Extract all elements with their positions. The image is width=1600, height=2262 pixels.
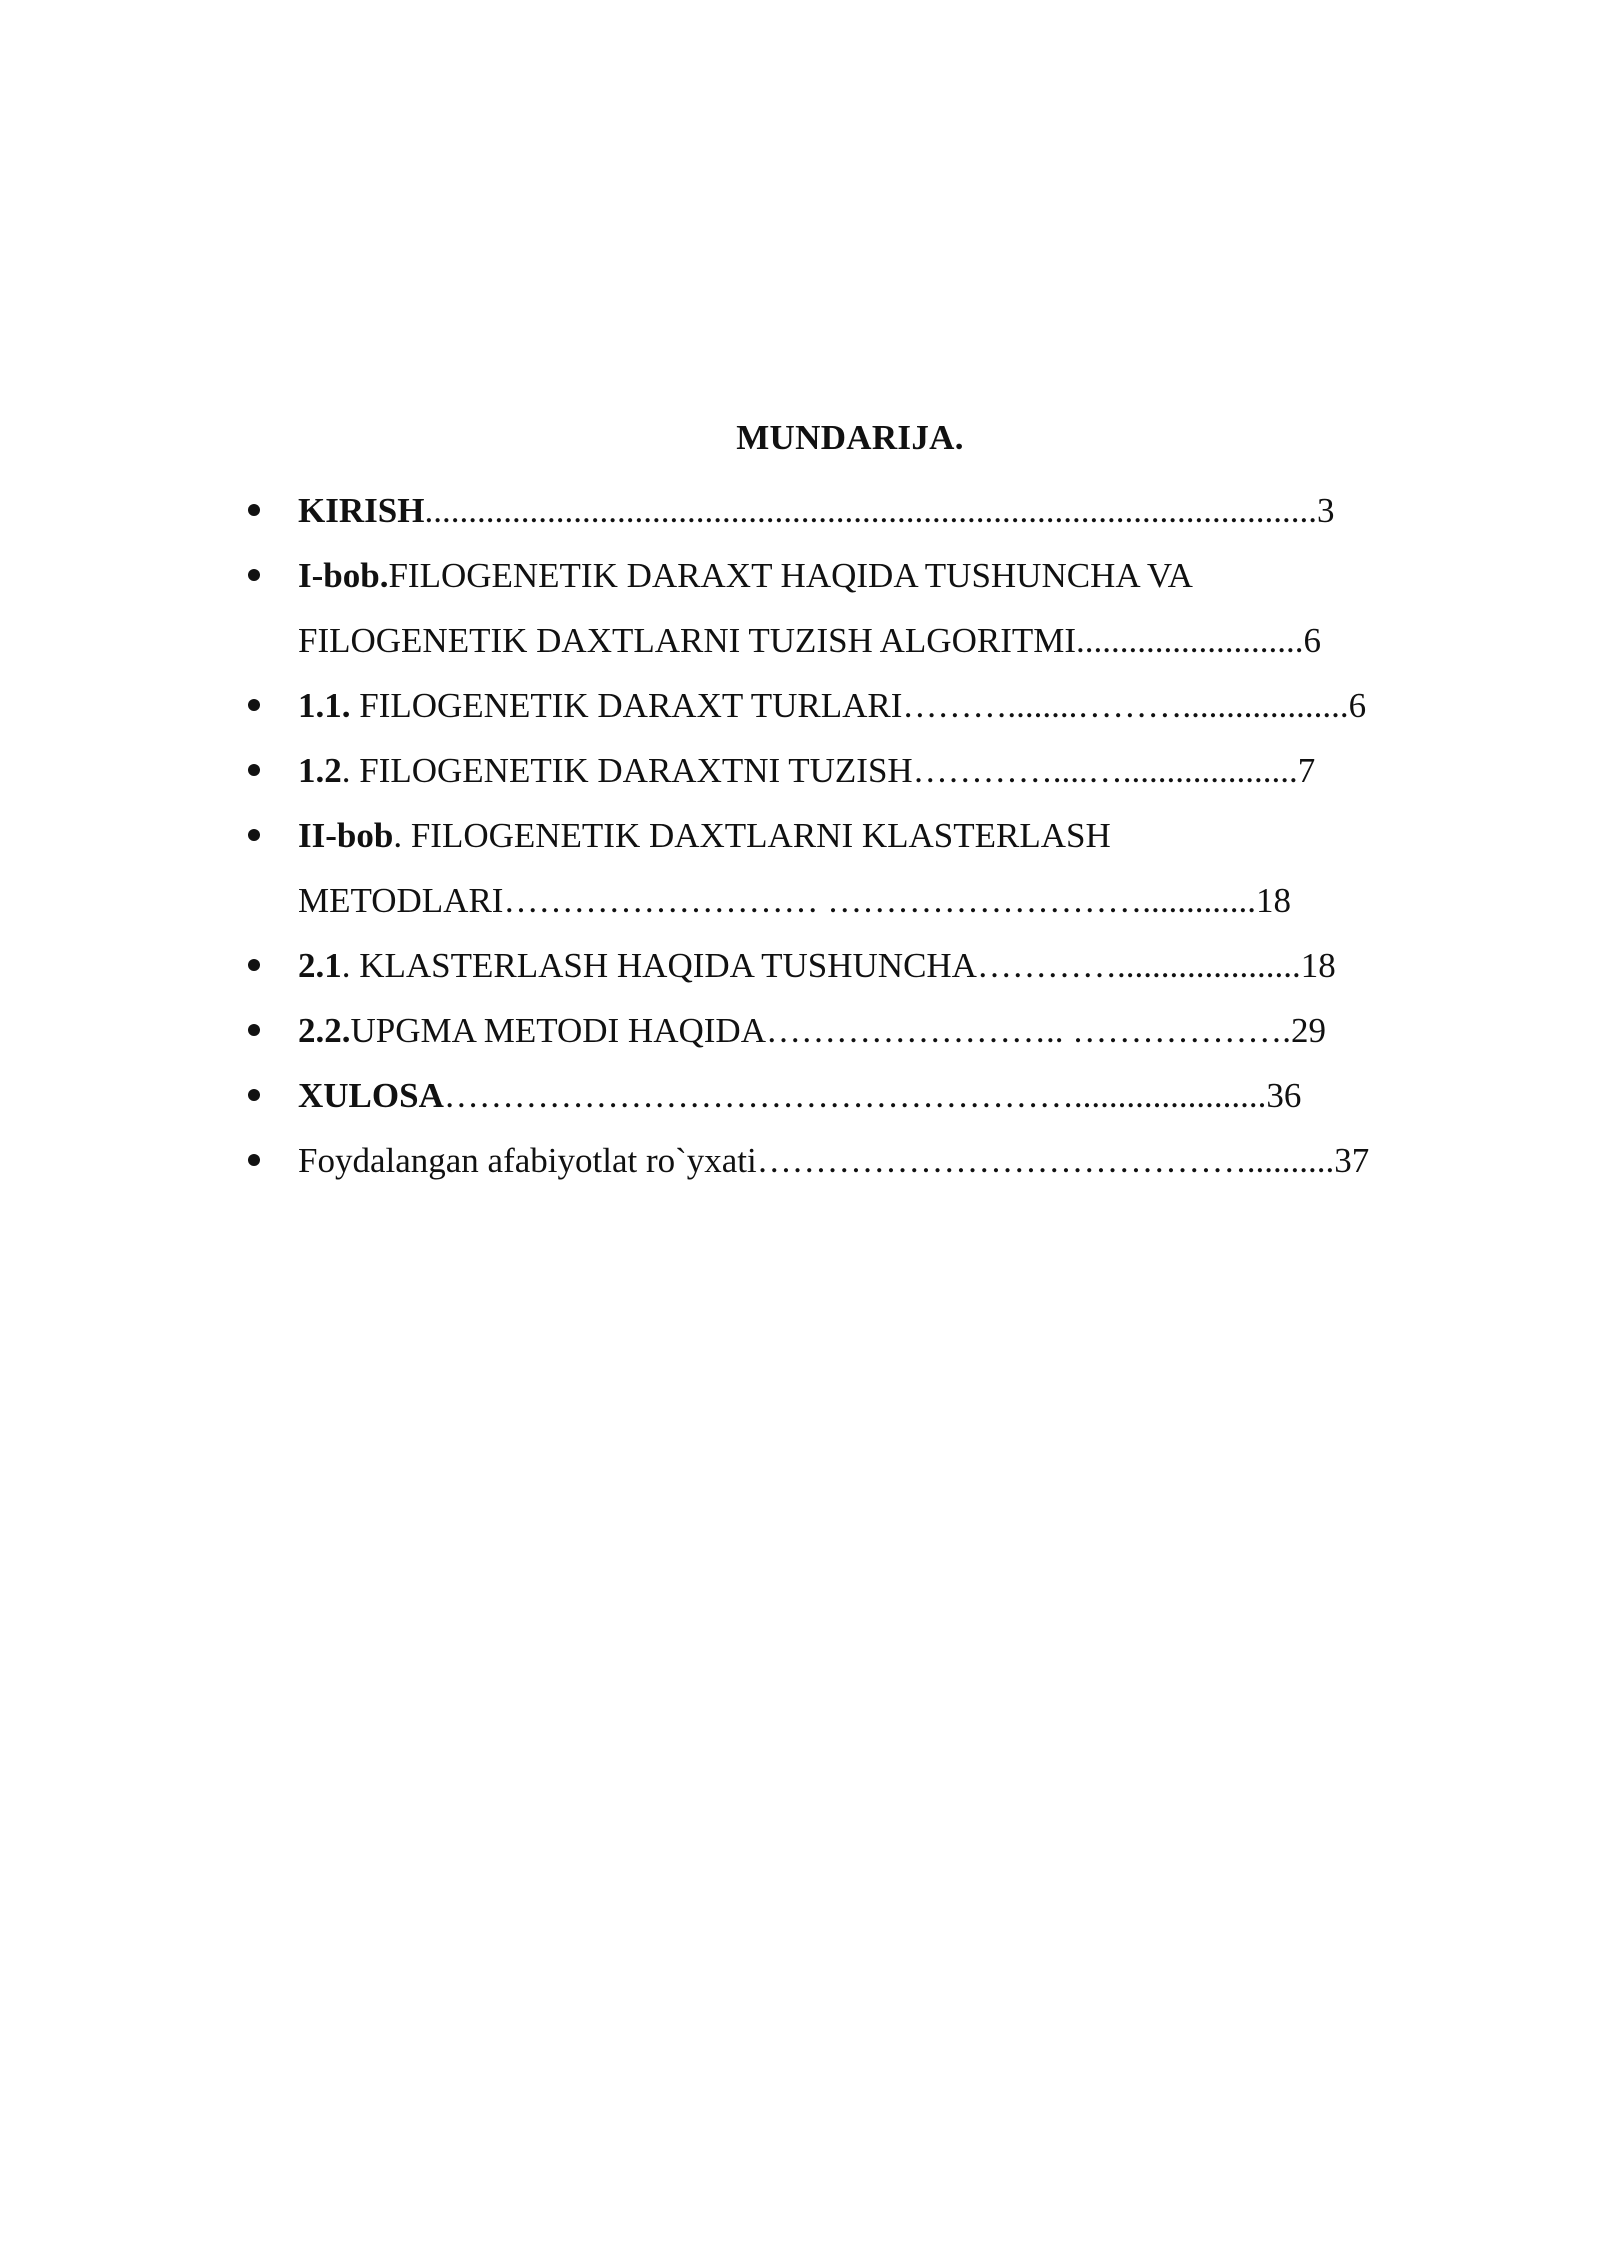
toc-entry-number: 2.1 — [298, 946, 342, 985]
toc-entry-number: 1.1. — [298, 686, 351, 725]
toc-entry-text — [298, 673, 1408, 738]
toc-entry-page: 37 — [1334, 1141, 1370, 1180]
toc-entry-leader: …………………………………….......... — [756, 1141, 1335, 1180]
toc-entry-page: 6 — [1348, 686, 1367, 725]
toc-entry-leader: ...................................................................................................... — [424, 491, 1317, 530]
toc-entry-page: 3 — [1316, 491, 1335, 530]
toc-entry-title: FILOGENETIK DAXTLARNI TUZISH ALGORITMI — [298, 621, 1077, 660]
toc-entry — [0, 933, 1600, 998]
toc-entry — [0, 478, 1600, 543]
bullet-icon — [248, 1024, 260, 1036]
bullet-icon — [248, 1089, 260, 1101]
toc-entry-number: I-bob. — [298, 556, 389, 595]
toc-entry-number: II-bob — [298, 816, 394, 855]
toc-entry-title: UPGMA METODI HAQIDA — [350, 1011, 766, 1050]
toc-entry-page: 6 — [1303, 621, 1322, 660]
toc-entry-text — [298, 1063, 1408, 1128]
toc-entry-title: . FILOGENETIK DAXTLARNI KLASTERLASH — [393, 816, 1111, 855]
toc-entry-title: METODLARI — [298, 881, 504, 920]
toc-entry-text — [298, 933, 1408, 998]
toc-entry-leader: …………………….. ………………. — [765, 1011, 1291, 1050]
toc-entry-leader: ……………………… ………………………............. — [503, 881, 1256, 920]
toc-entry — [0, 673, 1600, 738]
toc-entry-page: 18 — [1300, 946, 1336, 985]
toc-entry — [0, 1063, 1600, 1128]
toc-entry — [0, 998, 1600, 1063]
toc-entry-leader: ………………………………………………...................... — [443, 1076, 1267, 1115]
toc-entry-text — [298, 478, 1408, 543]
toc-entry — [0, 868, 1600, 933]
toc-entry-title: Foydalangan afabiyotlat ro`yxati — [298, 1141, 757, 1180]
toc-entry-page: 7 — [1297, 751, 1316, 790]
bullet-icon — [248, 569, 260, 581]
toc-entry — [0, 1128, 1600, 1193]
toc-entry-title: . FILOGENETIK DARAXTNI TUZISH — [341, 751, 913, 790]
bullet-icon — [248, 1154, 260, 1166]
toc-entry-number: 2.2. — [298, 1011, 351, 1050]
toc-entry-number: 1.2 — [298, 751, 342, 790]
toc-entry-text — [298, 738, 1408, 803]
toc-entry-title: FILOGENETIK DARAXT TURLARI — [350, 686, 903, 725]
toc-entry-text — [298, 803, 1408, 868]
toc-entry-leader: …………....….................... — [912, 751, 1298, 790]
toc-title: MUNDARIJA. — [736, 418, 964, 457]
toc-entry-title: . KLASTERLASH HAQIDA TUSHUNCHA — [341, 946, 977, 985]
bullet-icon — [248, 764, 260, 776]
toc-entry-number: XULOSA — [298, 1076, 444, 1115]
toc-entry-page: 36 — [1266, 1076, 1302, 1115]
bullet-icon — [248, 829, 260, 841]
table-of-contents — [0, 478, 1600, 1193]
toc-entry-number: KIRISH — [298, 491, 425, 530]
toc-entry-text — [298, 1128, 1408, 1193]
toc-entry-title: FILOGENETIK DARAXT HAQIDA TUSHUNCHA VA — [388, 556, 1193, 595]
toc-entry-page: 29 — [1290, 1011, 1326, 1050]
toc-entry-text — [298, 998, 1408, 1063]
toc-entry-leader: .......................... — [1076, 621, 1304, 660]
toc-entry-text — [298, 543, 1408, 608]
toc-entry-text — [298, 868, 1408, 933]
toc-entry — [0, 738, 1600, 803]
bullet-icon — [248, 699, 260, 711]
toc-entry-leader: …………..................... — [976, 946, 1301, 985]
toc-entry-leader: ………........………................... — [902, 686, 1349, 725]
bullet-icon — [248, 504, 260, 516]
toc-entry — [0, 803, 1600, 868]
toc-entry — [0, 608, 1600, 673]
toc-entry-text — [298, 608, 1408, 673]
bullet-icon — [248, 959, 260, 971]
toc-entry — [0, 543, 1600, 608]
toc-entry-page: 18 — [1255, 881, 1291, 920]
